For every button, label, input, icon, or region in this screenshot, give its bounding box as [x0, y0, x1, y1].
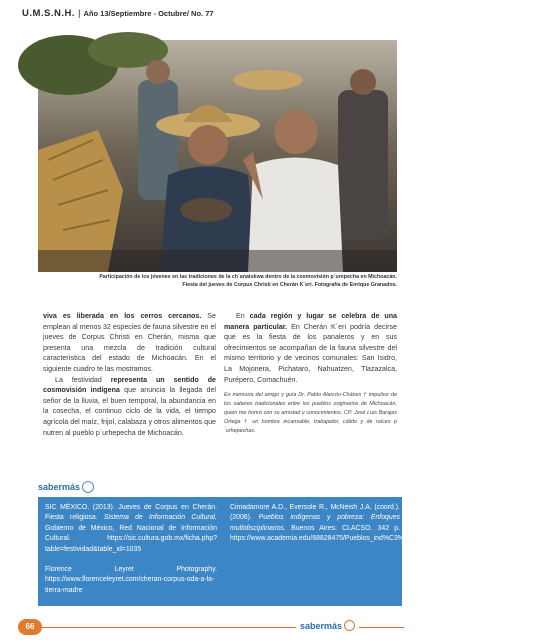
footer-ring-icon [344, 620, 355, 631]
header-separator: | [78, 8, 81, 19]
issue-info: Año 13/Septiembre - Octubre/ No. 77 [83, 9, 214, 18]
photo-illustration [38, 40, 397, 272]
highlight-text: viva es liberada en los cerros cercanos. [43, 312, 202, 320]
caption-line-1: Participación de los jóvenes en las tradiciones de la ch´anatskwa dentro de la cosmovisión p´urepecha en Michoacán. [99, 274, 397, 280]
references-right [230, 503, 558, 545]
reference-title: Pueblos indígenas y pobreza: Enfoques multidisciplinarios. [230, 514, 400, 532]
paragraph [224, 311, 397, 385]
body-text: En Cherán K´eri podría decirse que es la fiesta de los panaleros y en sus ofrecimientos se acompañan de la fauna silvestre del mismo territorio y de vecinos comunales: San Isidro, La Mojonera, Pichataro, Nahuatzen, Tlazazalca, Purépero, Comachuén. [224, 322, 397, 384]
body-text: La festividad [55, 375, 111, 384]
reference-item [45, 503, 217, 555]
body-text: En [236, 312, 250, 320]
article-column-right [224, 311, 397, 436]
article-column-left [43, 311, 216, 438]
page-footer [0, 616, 436, 640]
reference-title: Sistema de Información Cultural, [103, 514, 217, 522]
photo-caption [38, 274, 397, 289]
reference-item: Florence Leyret Photography. https://www.florenceleyret.com/cheran-corpus-oda-a-la-tierra-madre [45, 566, 217, 594]
running-header [22, 8, 214, 19]
highlight-text: cada región y lugar se celebra de una manera particular. [224, 312, 397, 331]
article-photo [38, 40, 397, 272]
reference-text: Cimadamore A.D., Eversole R., McNeish J.A. (coord.). (2006). [230, 504, 400, 522]
body-text: Se emplean al menos 32 especies de fauna silvestre en el jueves de Corpus Christi en Cherán, misma que presenta una mezcla de tradición cultural característica del estado de Michoacán. En el siguiente cuadro te las mostramos. [43, 312, 216, 373]
university-name: U.M.S.N.H. [22, 8, 76, 19]
highlight-text: representa un sentido de cosmovisión indígena [43, 375, 216, 395]
memorial-note: En memoria del amigo y guía Dr. Pablo Alarcón-Cháires † impulsor de los saberes tradicionales entre los pueblos originarios de Michoacán, quien me honró con su amistad y conocimientos. CP. José Luis Barajas Ortega † un hombre incansable, trabajador, cálido y de raíces p´urhepechas. [224, 392, 397, 435]
brand-logo [38, 481, 94, 493]
reference-text: Buenos Aires: CLACSO. 342 p. https://www.academia.edu/68828475/Pueblos_ind%C3%ADgenas_y_pobreza_enfoques_multidisciplinarios [230, 524, 558, 543]
reference-text: SIC MÉXICO. (2013). Jueves de Corpus en Cherán. Fiesta religiosa. [45, 504, 217, 522]
reference-item [230, 503, 558, 545]
paragraph [43, 375, 216, 439]
page-number: 66 [18, 619, 42, 635]
footer-brand-name: sabermás [300, 620, 343, 631]
references-left [45, 503, 217, 596]
footer-brand [296, 620, 359, 631]
brand-ring-icon [82, 481, 94, 493]
brand-name: sabermás [38, 482, 81, 492]
body-text: que anuncia la llegada del señor de la lluvia, el buen temporal, la abundancia en la cosecha, el continuo ciclo de la vida, el tiempo agrícola del maíz, frijol, calabaza y otros alimentos que nutren al pueblo p´urhepecha de Michoacán. [43, 386, 217, 437]
references-box [38, 497, 558, 606]
caption-line-2: Fiesta del jueves de Corpus Christi en Cherán K´eri. Fotografía de Enrique Granados. [182, 281, 397, 288]
paragraph [43, 311, 216, 375]
reference-text: Gobierno de México, Red Nacional de Información Cultural. https://sic.cultura.gob.mx/ficha.php?table=festividad&table_id=1035 [45, 524, 217, 553]
